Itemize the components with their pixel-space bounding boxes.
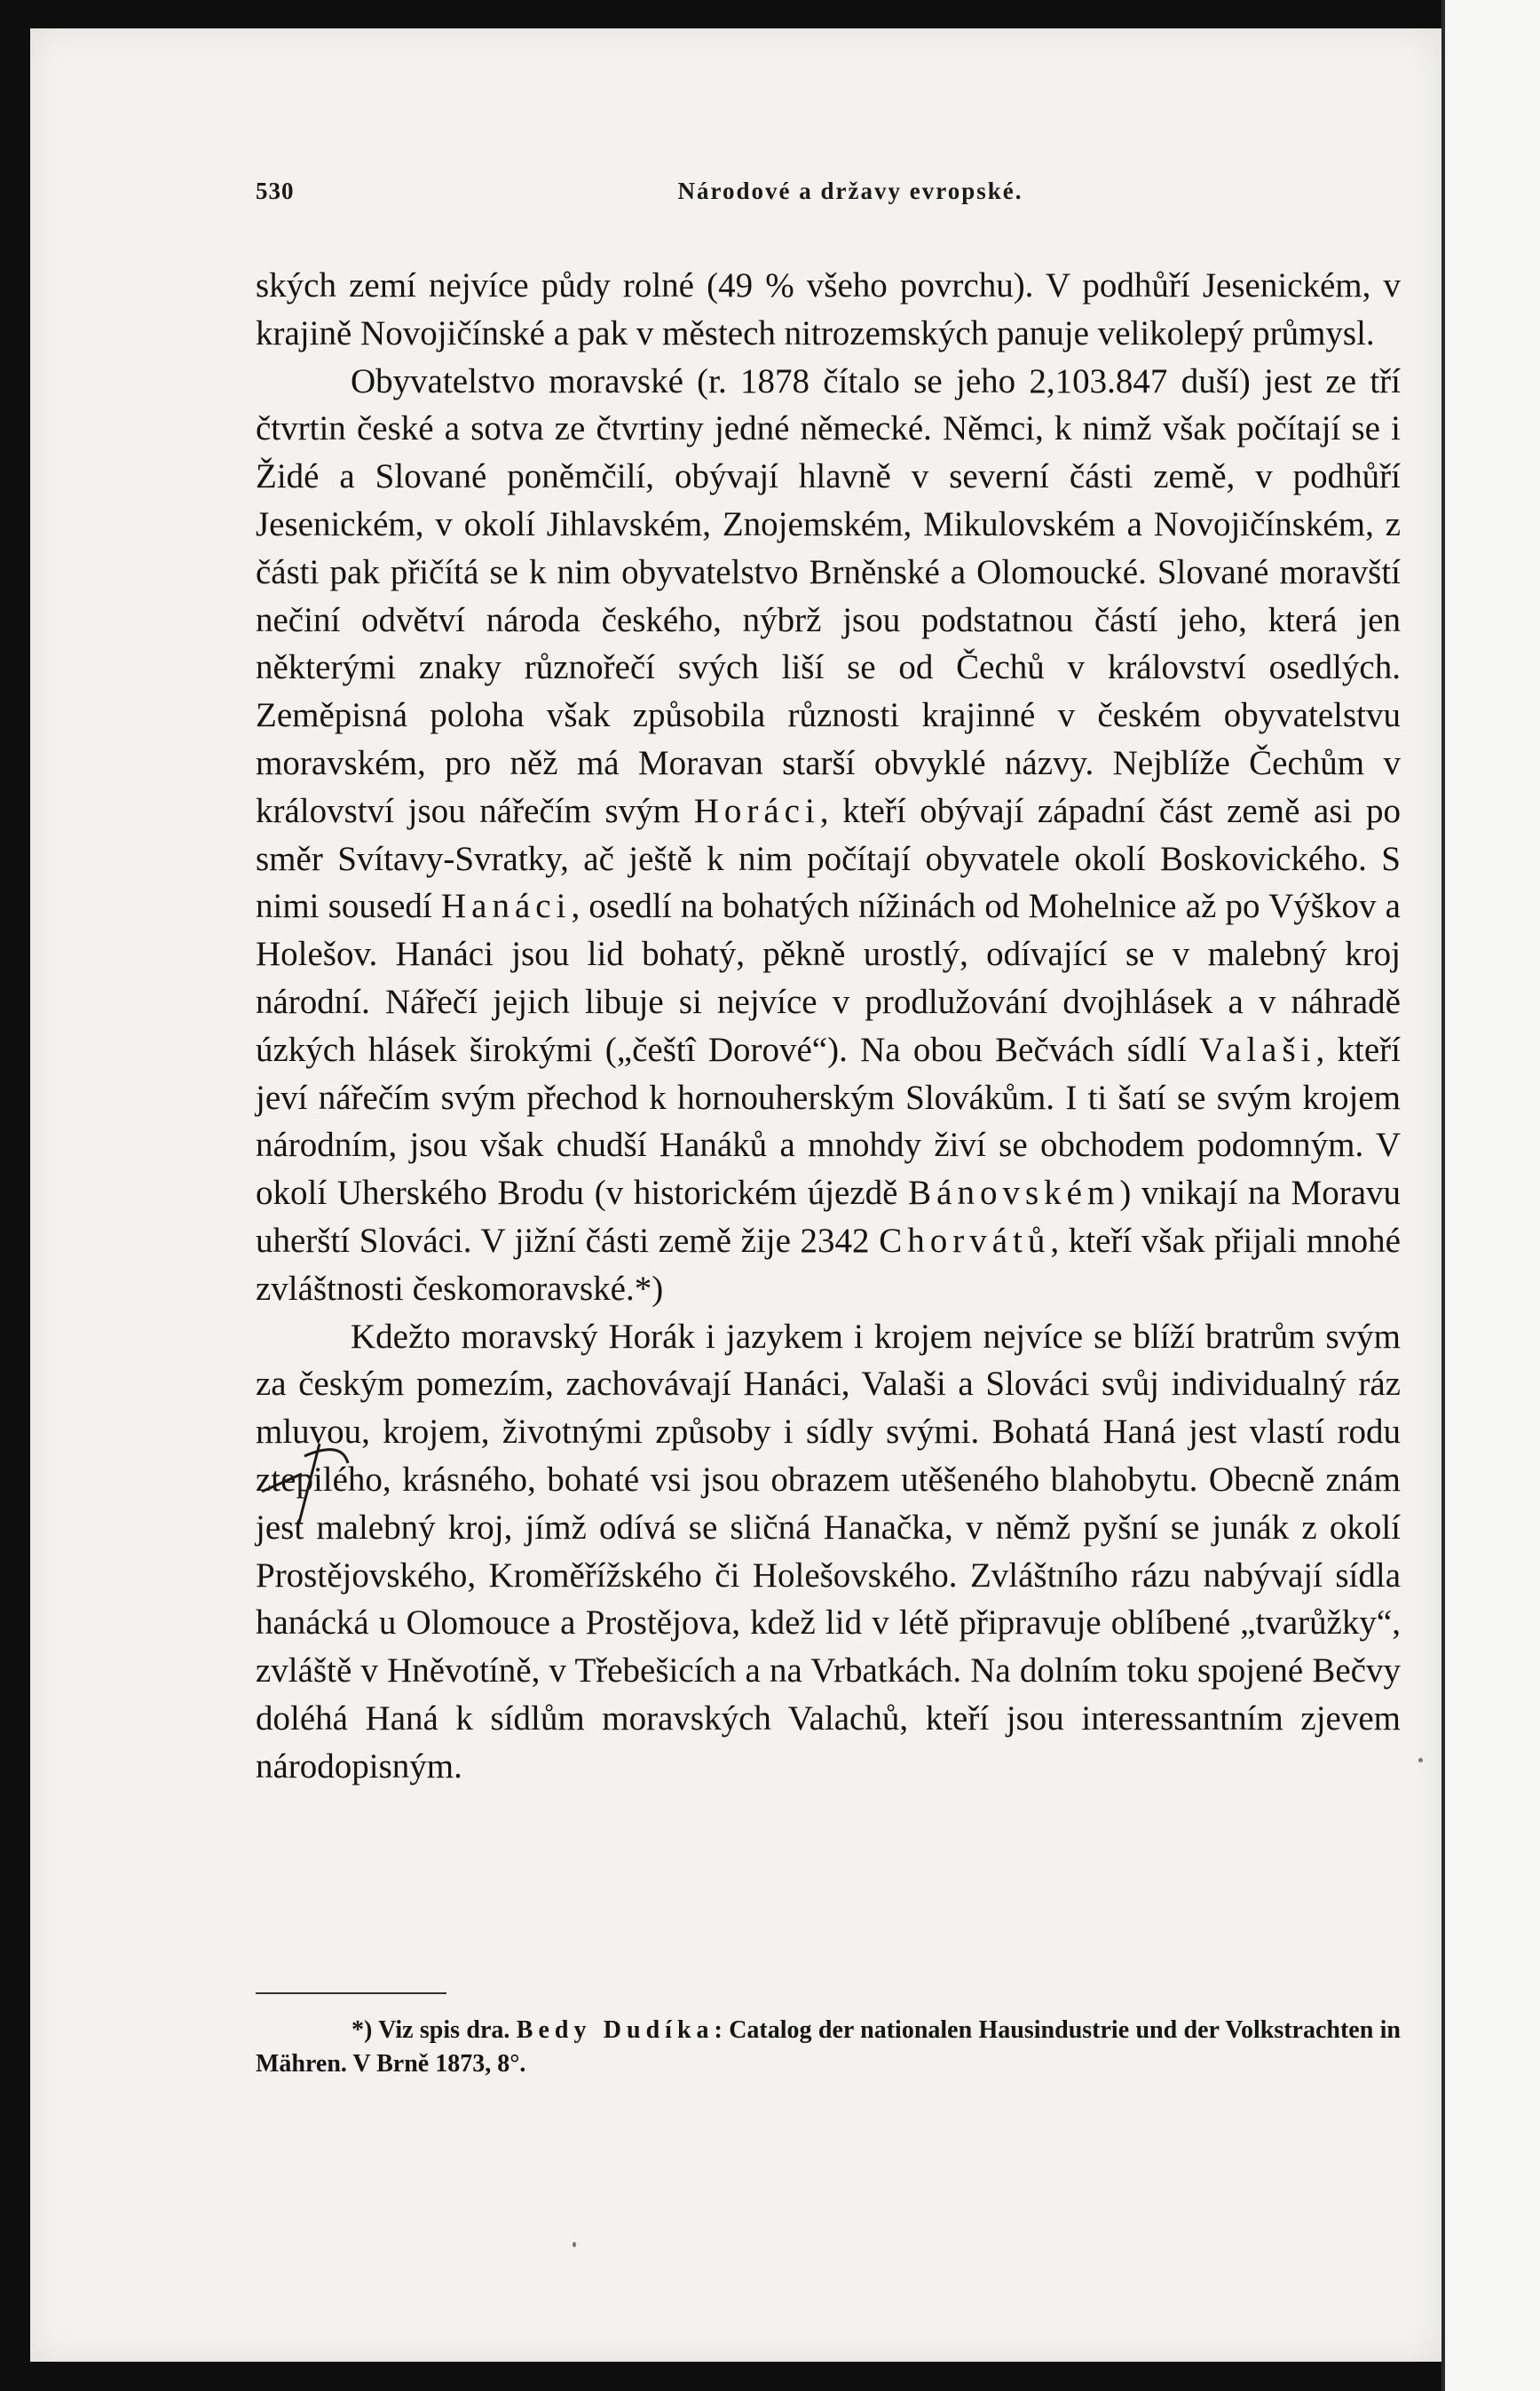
spaced-name: Valaši (1199, 1030, 1316, 1069)
paragraph (256, 262, 1401, 358)
text-run: : Catalog der nationalen Hausindustrie und der Volkstrachten in Mähren. V Brně 1873, 8°. (256, 2016, 1401, 2078)
text-run: , kteří obývají západní část země asi po směr Svítavy-Svratky, ač ještě k nim počítají obyvatele okolí Boskovického. S nimi sousedí (256, 791, 1401, 926)
page-number: 530 (256, 178, 295, 204)
spaced-name: Hanáci (441, 887, 572, 926)
text-run: , kteří jeví nářečím svým přechod k hornouherským Slovákům. I ti šatí se svým krojem národním, jsou však chudší Hanáků a mnohdy živí se obchodem podomným. V okolí Uherského Brodu (v historickém újezdě (256, 1030, 1401, 1213)
running-title: Národové a državy evropské. (677, 178, 1023, 204)
text-run: *) Viz spis dra. (351, 2016, 517, 2044)
text-run: Kdežto moravský Horák i jazykem i krojem nejvíce se blíží bratrům svým za českým pomezím, zachovávají Hanáci, Valaši a Slováci svůj individualný ráz mluvou, krojem, životnými způsoby i sídly svými. Bohatá Haná jest vlastí rodu ztepilého, krásného, bohaté vsi jsou obrazem utěšeného blahobytu. Obecně znám jest malebný kroj, jímž odívá se sličná Hanačka, v němž pyšní se junák z okolí Prostějovského, Kroměřížského či Holešovského. Zvláštního rázu nabývají sídla hanácká u Olomouce a Prostějova, kdež lid v létě připravuje oblíbené „tvarůžky“, zvláště v Hněvotíně, v Třebešicích a na Vrbatkách. Na dolním toku spojené Bečvy doléhá Haná k sídlům moravských Valachů, kteří jsou interessantním zjevem národopisným. (256, 1317, 1401, 1785)
text-run: ských zemí nejvíce půdy rolné (49 % všeho povrchu). V podhůří Jesenickém, v krajině Novojičínské a pak v městech nitrozemských panuje velikolepý průmysl. (256, 266, 1401, 352)
paragraph (256, 1313, 1401, 1791)
text-run: , kteří však přijali mnohé zvláštnosti českomoravské.*) (256, 1221, 1401, 1308)
footnote-rule (256, 1992, 446, 1994)
body-text (256, 262, 1401, 1791)
scan-edge-line (1441, 0, 1445, 2391)
text-run: ) vnikají na Moravu uherští Slováci. V jižní části země žije 2342 (256, 1174, 1401, 1260)
text-run: , osedlí na bohatých nížinách od Mohelnice až po Výškov a Holešov. Hanáci jsou lid bohatý, pěkně urostlý, odívající se v malebný kroj národní. Nářečí jejich libuje si nejvíce v prodlužování dvojhlásek a v náhradě úzkých hlásek širokými („češtî Dorové“). Na obou Bečvách sídlí (256, 887, 1401, 1069)
footnote (256, 2014, 1401, 2081)
running-head (256, 178, 1392, 213)
spaced-name: Chorvátů (879, 1221, 1051, 1260)
scan-speck (573, 2242, 576, 2247)
spaced-name: Bánovském (908, 1174, 1120, 1213)
pen-stroke-mark (253, 1438, 351, 1536)
text-run: Obyvatelstvo moravské (r. 1878 čítalo se jeho 2,103.847 duší) jest ze tří čtvrtin české a sotva ze čtvrtiny jedné německé. Němci, k nimž však počítají se i Židé a Slované poněmčilí, obývají hlavně v severní části země, v podhůří Jesenickém, v okolí Jihlavském, Znojemském, Mikulovském a Novojičínském, z části pak přičítá se k nim obyvatelstvo Brněnské a Olomoucké. Slované moravští nečiní odvětví národa českého, nýbrž jsou podstatnou částí jeho, která jen některými znaky různořečí svých liší se od Čechů v království osedlých. Zeměpisná poloha však způsobila různosti krajinné v českém obyvatelstvu moravském, pro něž má Moravan starší obvyklé názvy. Nejblíže Čechům v království jsou nářečím svým (256, 361, 1401, 830)
footnote-text (256, 2014, 1401, 2081)
paragraph (256, 358, 1401, 1313)
scan-right-margin (1441, 0, 1540, 2391)
spaced-name: Horáci (693, 791, 820, 830)
scan-speck (1418, 1758, 1423, 1762)
spaced-name: Bedy Dudíka (516, 2016, 715, 2044)
